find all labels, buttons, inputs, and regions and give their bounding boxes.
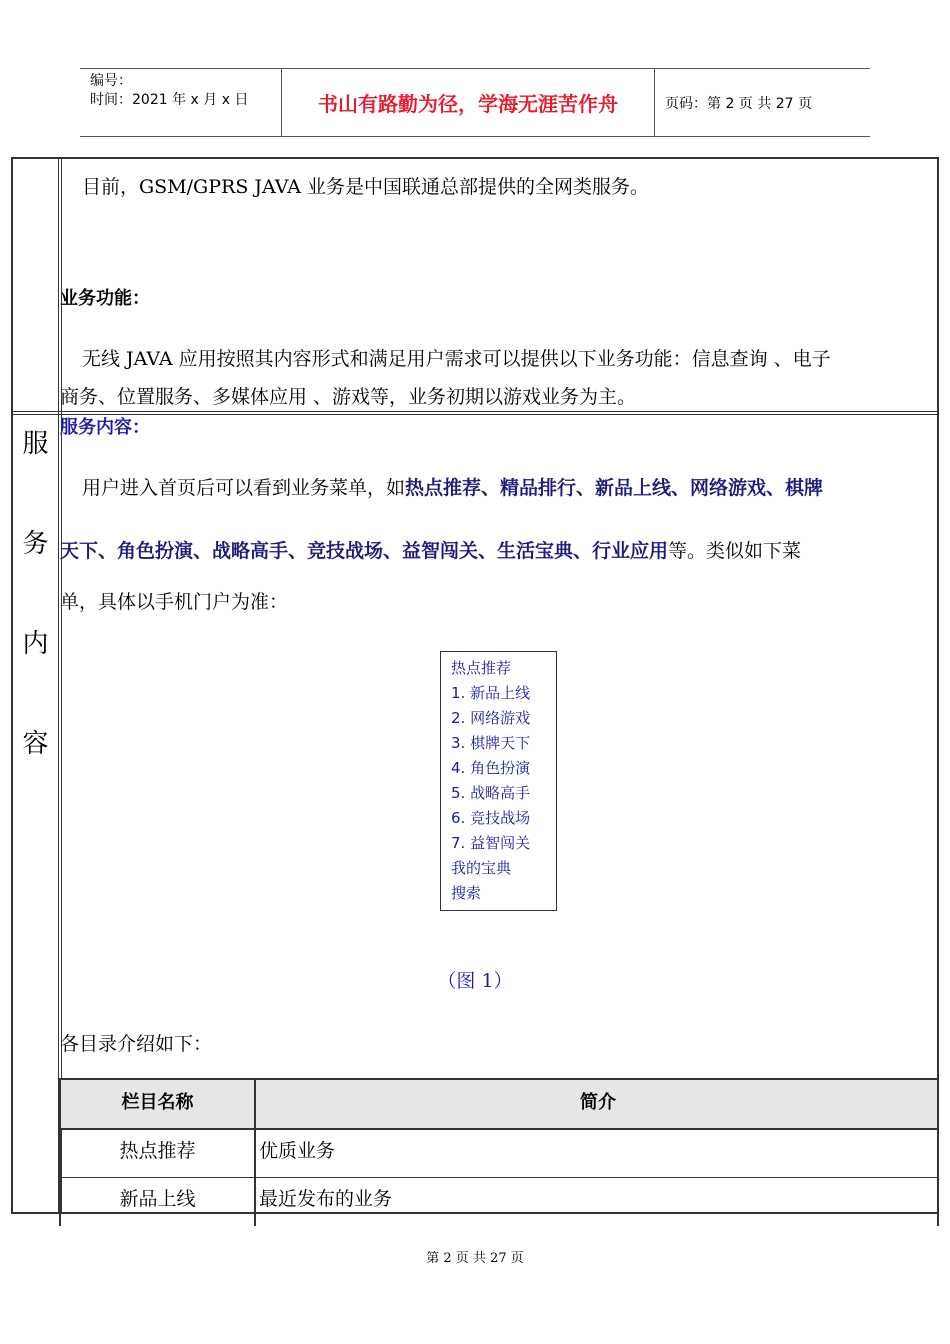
header-motto: 书山有路勤为径，学海无涯苦作舟 [282,69,655,136]
intro-text: 目前，GSM/GPRS JAVA 业务是中国联通总部提供的全网类服务。 [82,176,649,198]
service-line2 [60,532,801,570]
menu-item: 6. 竞技战场 [451,809,531,827]
table-header-cell: 栏目名称 [61,1080,256,1128]
service-line2-suffix: 等。类似如下菜 [668,540,802,562]
menu-highlight: 热点推荐、精品排行、新品上线、网络游戏、棋牌 [405,477,824,499]
menu-item: 5. 战略高手 [451,784,531,802]
table-row [61,1130,937,1178]
service-heading: 服务内容： [60,417,150,438]
header-page-info: 页码：第 2 页 共 27 页 [665,95,812,112]
table-header-cell: 简介 [580,1092,616,1113]
table-cell: 最近发布的业务 [259,1188,393,1210]
table-cell: 热点推荐 [61,1130,256,1177]
service-line1 [82,469,823,507]
menu-item: 热点推荐 [451,659,512,677]
catalog-table [59,1078,939,1226]
table-row [61,1178,937,1226]
menu-item: 搜索 [451,884,482,902]
side-label-char: 容 [22,729,49,759]
table-cell: 新品上线 [61,1178,256,1226]
function-heading: 业务功能： [60,288,150,309]
time-label: 时间：2021 年 x 月 x 日 [90,92,249,108]
menu-item: 我的宝典 [451,859,512,877]
side-label-char: 服 [22,429,49,459]
menu-highlight: 天下、角色扮演、战略高手、竞技战场、益智闯关、生活宝典、行业应用 [60,540,669,562]
service-line3: 单，具体以手机门户为准： [60,591,289,613]
table-header-row [61,1080,937,1130]
menu-screenshot [440,651,557,911]
header-meta [80,69,282,136]
divider [58,159,59,1212]
menu-item: 1. 新品上线 [451,684,531,702]
table-cell: 优质业务 [259,1140,336,1162]
side-label-char: 内 [22,629,49,659]
menu-item: 3. 棋牌天下 [451,734,531,752]
side-label-char: 务 [22,529,49,559]
function-text-line1: 无线 JAVA 应用按照其内容形式和满足用户需求可以提供以下业务功能：信息查询 、电子 [82,348,831,370]
function-text-line2: 商务、位置服务、多媒体应用 、游戏等，业务初期以游戏业务为主。 [60,386,637,408]
service-line1-prefix: 用户进入首页后可以看到业务菜单，如 [82,477,406,499]
number-label: 编号： [90,73,132,89]
catalog-intro: 各目录介绍如下： [60,1033,213,1055]
menu-item: 4. 角色扮演 [451,759,531,777]
figure-caption: （图 1） [437,970,513,992]
menu-item: 2. 网络游戏 [451,709,531,727]
menu-item: 7. 益智闯关 [451,834,531,852]
page-header [80,68,870,137]
page-footer: 第 2 页 共 27 页 [426,1251,524,1266]
